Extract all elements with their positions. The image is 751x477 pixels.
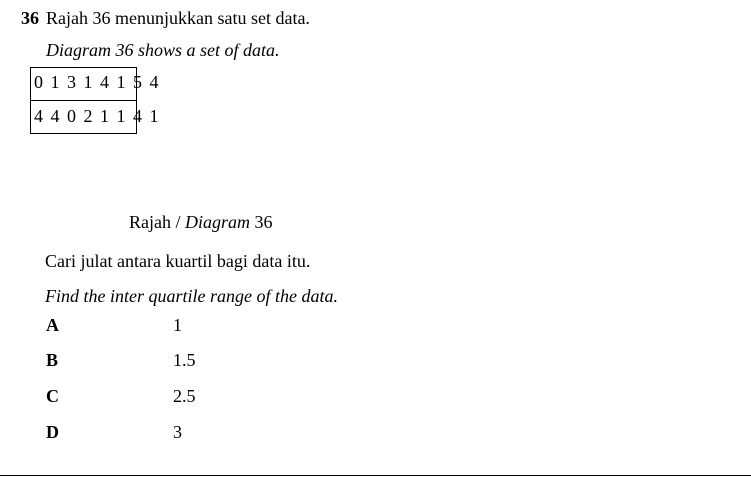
caption-number: 36 <box>254 212 273 232</box>
option-value: 3 <box>173 422 182 442</box>
caption-malay: Rajah / <box>129 212 181 232</box>
option-letter: D <box>46 422 59 442</box>
option-letter: C <box>46 386 59 406</box>
data-box-divider <box>31 100 136 101</box>
instruction-malay: Cari julat antara kuartil bagi data itu. <box>45 251 311 271</box>
option-letter: A <box>46 315 59 335</box>
diagram-caption <box>129 212 273 233</box>
option-value: 2.5 <box>173 386 196 406</box>
option-b[interactable] <box>0 350 751 374</box>
data-set-box <box>30 67 160 134</box>
option-letter: B <box>46 350 59 370</box>
instruction-english: Find the inter quartile range of the data. <box>45 286 338 306</box>
question-text-malay: Rajah 36 menunjukkan satu set data. <box>46 8 310 28</box>
question-text-english: Diagram 36 shows a set of data. <box>46 40 280 60</box>
bottom-divider <box>0 475 751 476</box>
option-d[interactable] <box>0 422 751 446</box>
option-value: 1.5 <box>173 350 196 370</box>
option-value: 1 <box>173 315 182 335</box>
option-a[interactable] <box>0 315 751 339</box>
data-row-1: 0 1 3 1 4 1 5 4 <box>34 72 160 92</box>
question-number: 36 <box>21 8 39 28</box>
data-row-2: 4 4 0 2 1 1 4 1 <box>34 106 160 126</box>
option-c[interactable] <box>0 386 751 410</box>
caption-english: Diagram <box>185 212 251 232</box>
